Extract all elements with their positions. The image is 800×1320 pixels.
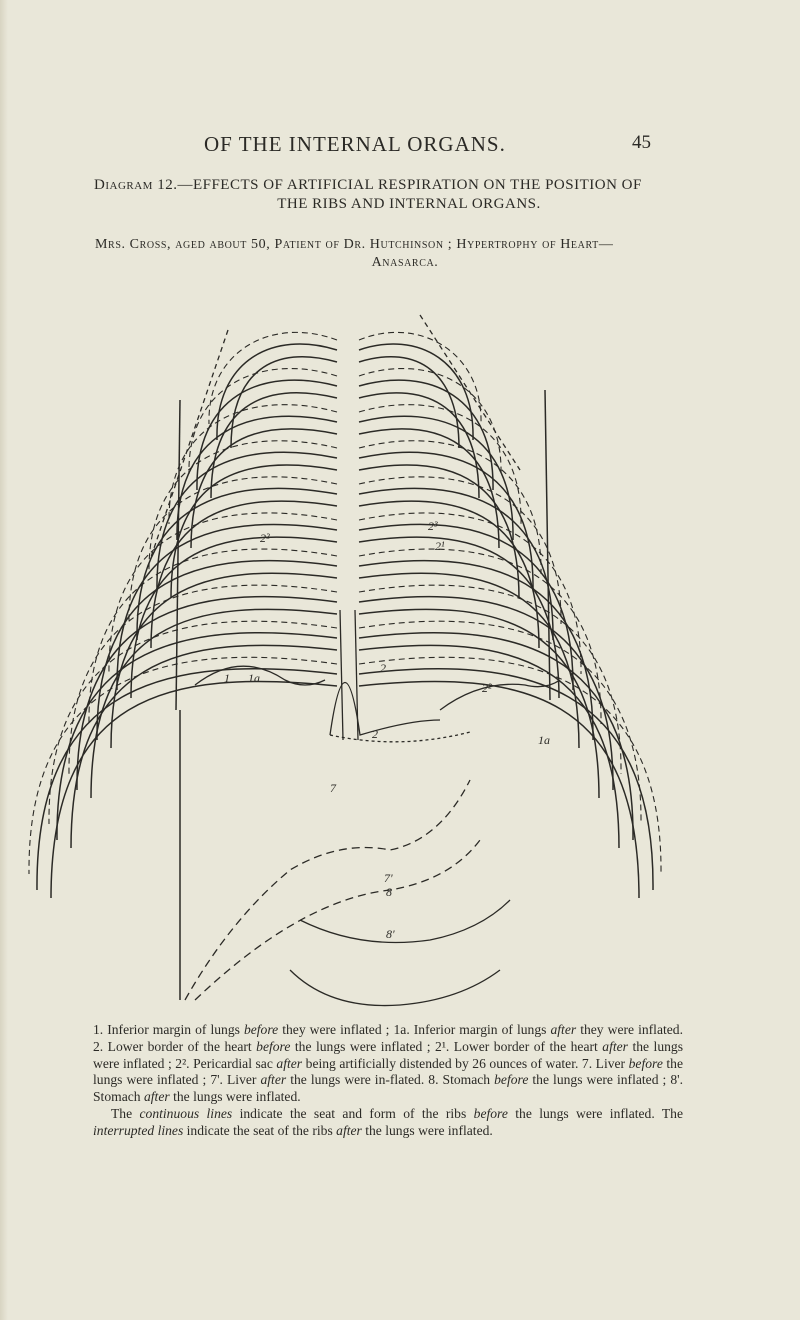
heart-border-before — [330, 683, 440, 736]
page-number: 45 — [632, 132, 651, 153]
caption-note-segment: after — [336, 1122, 362, 1138]
caption-note-segment: before — [473, 1105, 508, 1121]
rib-left — [157, 452, 337, 590]
thorax-diagram-svg — [0, 280, 800, 1020]
caption-legend-segment: after — [550, 1022, 577, 1037]
figure-label: 2 — [380, 661, 386, 675]
caption-note-segment: indicate the seat and form of the ribs — [232, 1105, 474, 1121]
organ-outlines — [150, 315, 560, 1006]
rib-left-inflated — [149, 441, 337, 574]
rib-right-inner — [359, 537, 559, 698]
rib-left-inflated — [109, 513, 337, 674]
caption-legend-segment: after — [143, 1089, 170, 1105]
rib-right-inner — [359, 357, 459, 448]
diagonal-right — [420, 315, 520, 470]
figure-label: 2² — [482, 681, 492, 695]
caption-legend-segment: the lungs were inflated. — [169, 1089, 301, 1105]
rib-left-inflated — [29, 657, 337, 874]
caption-legend-segment: the lungs were inflated ; 2¹. Lower border of the heart — [290, 1038, 603, 1054]
rib-right-inflated — [359, 332, 481, 424]
figure-label: 8' — [386, 927, 395, 941]
figure-label: 2³ — [428, 519, 438, 533]
stomach-before — [290, 970, 500, 1006]
figure-label: 2² — [260, 531, 270, 545]
caption-legend-segment: the lungs were inflated ; 2². Pericardial sac — [93, 1038, 683, 1071]
caption-legend-segment: before — [628, 1055, 663, 1071]
rib-right — [359, 633, 633, 840]
rib-left-inner — [51, 681, 337, 898]
rib-right-inner — [359, 609, 599, 798]
rib-right-inner — [359, 645, 619, 848]
sternum-left-edge — [340, 610, 343, 740]
rib-left — [37, 669, 337, 890]
rib-right-inner — [359, 681, 639, 898]
stomach-after — [300, 900, 510, 943]
rib-left-inflated — [89, 549, 337, 724]
figure-label: 7 — [330, 781, 336, 795]
chest-wall-left — [176, 400, 180, 710]
case-line1: Mrs. Cross, aged about 50, Patient of Dr. Hutchinson ; Hypertrophy of Heart— — [95, 237, 614, 252]
caption-note-segment: interrupted lines — [93, 1122, 184, 1138]
caption-note-segment: continuous lines — [139, 1105, 233, 1121]
caption-legend-segment: after — [276, 1055, 303, 1071]
diagram-title-line2: THE RIBS AND INTERNAL ORGANS. — [277, 196, 541, 212]
figure-label: 1a — [248, 671, 260, 685]
caption-legend-segment: being artificially distended by 26 ounces of water. 7. Liver — [302, 1055, 629, 1071]
caption-note-segment: The — [111, 1105, 140, 1121]
figure-labels — [224, 519, 550, 941]
figure-label: 1 — [224, 671, 230, 685]
figure-label: 1a — [538, 733, 550, 747]
rib-left — [57, 633, 337, 840]
rib-left-inflated — [49, 621, 337, 824]
running-head — [0, 132, 800, 162]
caption-legend — [93, 1022, 683, 1106]
caption-legend-segment: the lungs were inflated ; 8'. Stomach — [93, 1072, 683, 1105]
caption-note-segment: indicate the seat of the ribs — [183, 1122, 337, 1138]
caption-legend-segment: the lungs were inflated ; 7'. Liver — [93, 1055, 683, 1088]
thorax-diagram — [0, 280, 800, 1020]
caption-legend-segment: they were inflated ; 1a. Inferior margin of lungs — [278, 1022, 551, 1037]
figure-label: 8 — [386, 885, 392, 899]
caption-note — [93, 1106, 683, 1140]
caption — [93, 1022, 683, 1140]
figure-label: 2¹ — [435, 539, 445, 553]
diagram-label: Diagram 12. — [94, 177, 178, 193]
liver-margin — [185, 780, 470, 1000]
caption-note-segment: the lungs were inflated. — [361, 1122, 493, 1138]
rib-outlines-inflated — [29, 332, 661, 874]
heart-border-after — [330, 732, 470, 742]
rib-left-inner — [231, 357, 337, 448]
running-title: OF THE INTERNAL ORGANS. — [204, 132, 506, 156]
caption-note-segment: the lungs were inflated. The — [507, 1105, 683, 1121]
case-description — [95, 236, 715, 272]
rib-right — [359, 452, 533, 590]
rib-left-inner — [171, 465, 337, 598]
caption-legend-segment: before — [256, 1038, 291, 1054]
case-line2: Anasarca. — [371, 255, 439, 270]
figure-label: 7' — [384, 871, 393, 885]
caption-legend-segment: the lungs were in-flated. 8. Stomach — [286, 1072, 495, 1088]
rib-left-inner — [131, 537, 337, 698]
diagonal-left — [150, 330, 228, 560]
rib-right — [359, 669, 653, 890]
caption-legend-segment: after — [602, 1038, 628, 1054]
caption-legend-segment: before — [494, 1072, 529, 1088]
diagram-title-line1: —EFFECTS OF ARTIFICIAL RESPIRATION ON THE POSITION OF — [177, 177, 642, 193]
diagram-heading — [94, 176, 694, 214]
liver-margin-after — [195, 840, 480, 1000]
caption-legend-segment: they were inflated. 2. Lower border of the heart — [93, 1022, 684, 1054]
rib-outlines — [37, 344, 653, 1000]
rib-right-inner — [359, 465, 519, 598]
caption-legend-segment: after — [260, 1072, 287, 1088]
caption-legend-segment: 1. Inferior margin of lungs — [93, 1022, 244, 1037]
caption-legend-segment: before — [243, 1022, 279, 1037]
figure-label: 2 — [372, 727, 378, 741]
